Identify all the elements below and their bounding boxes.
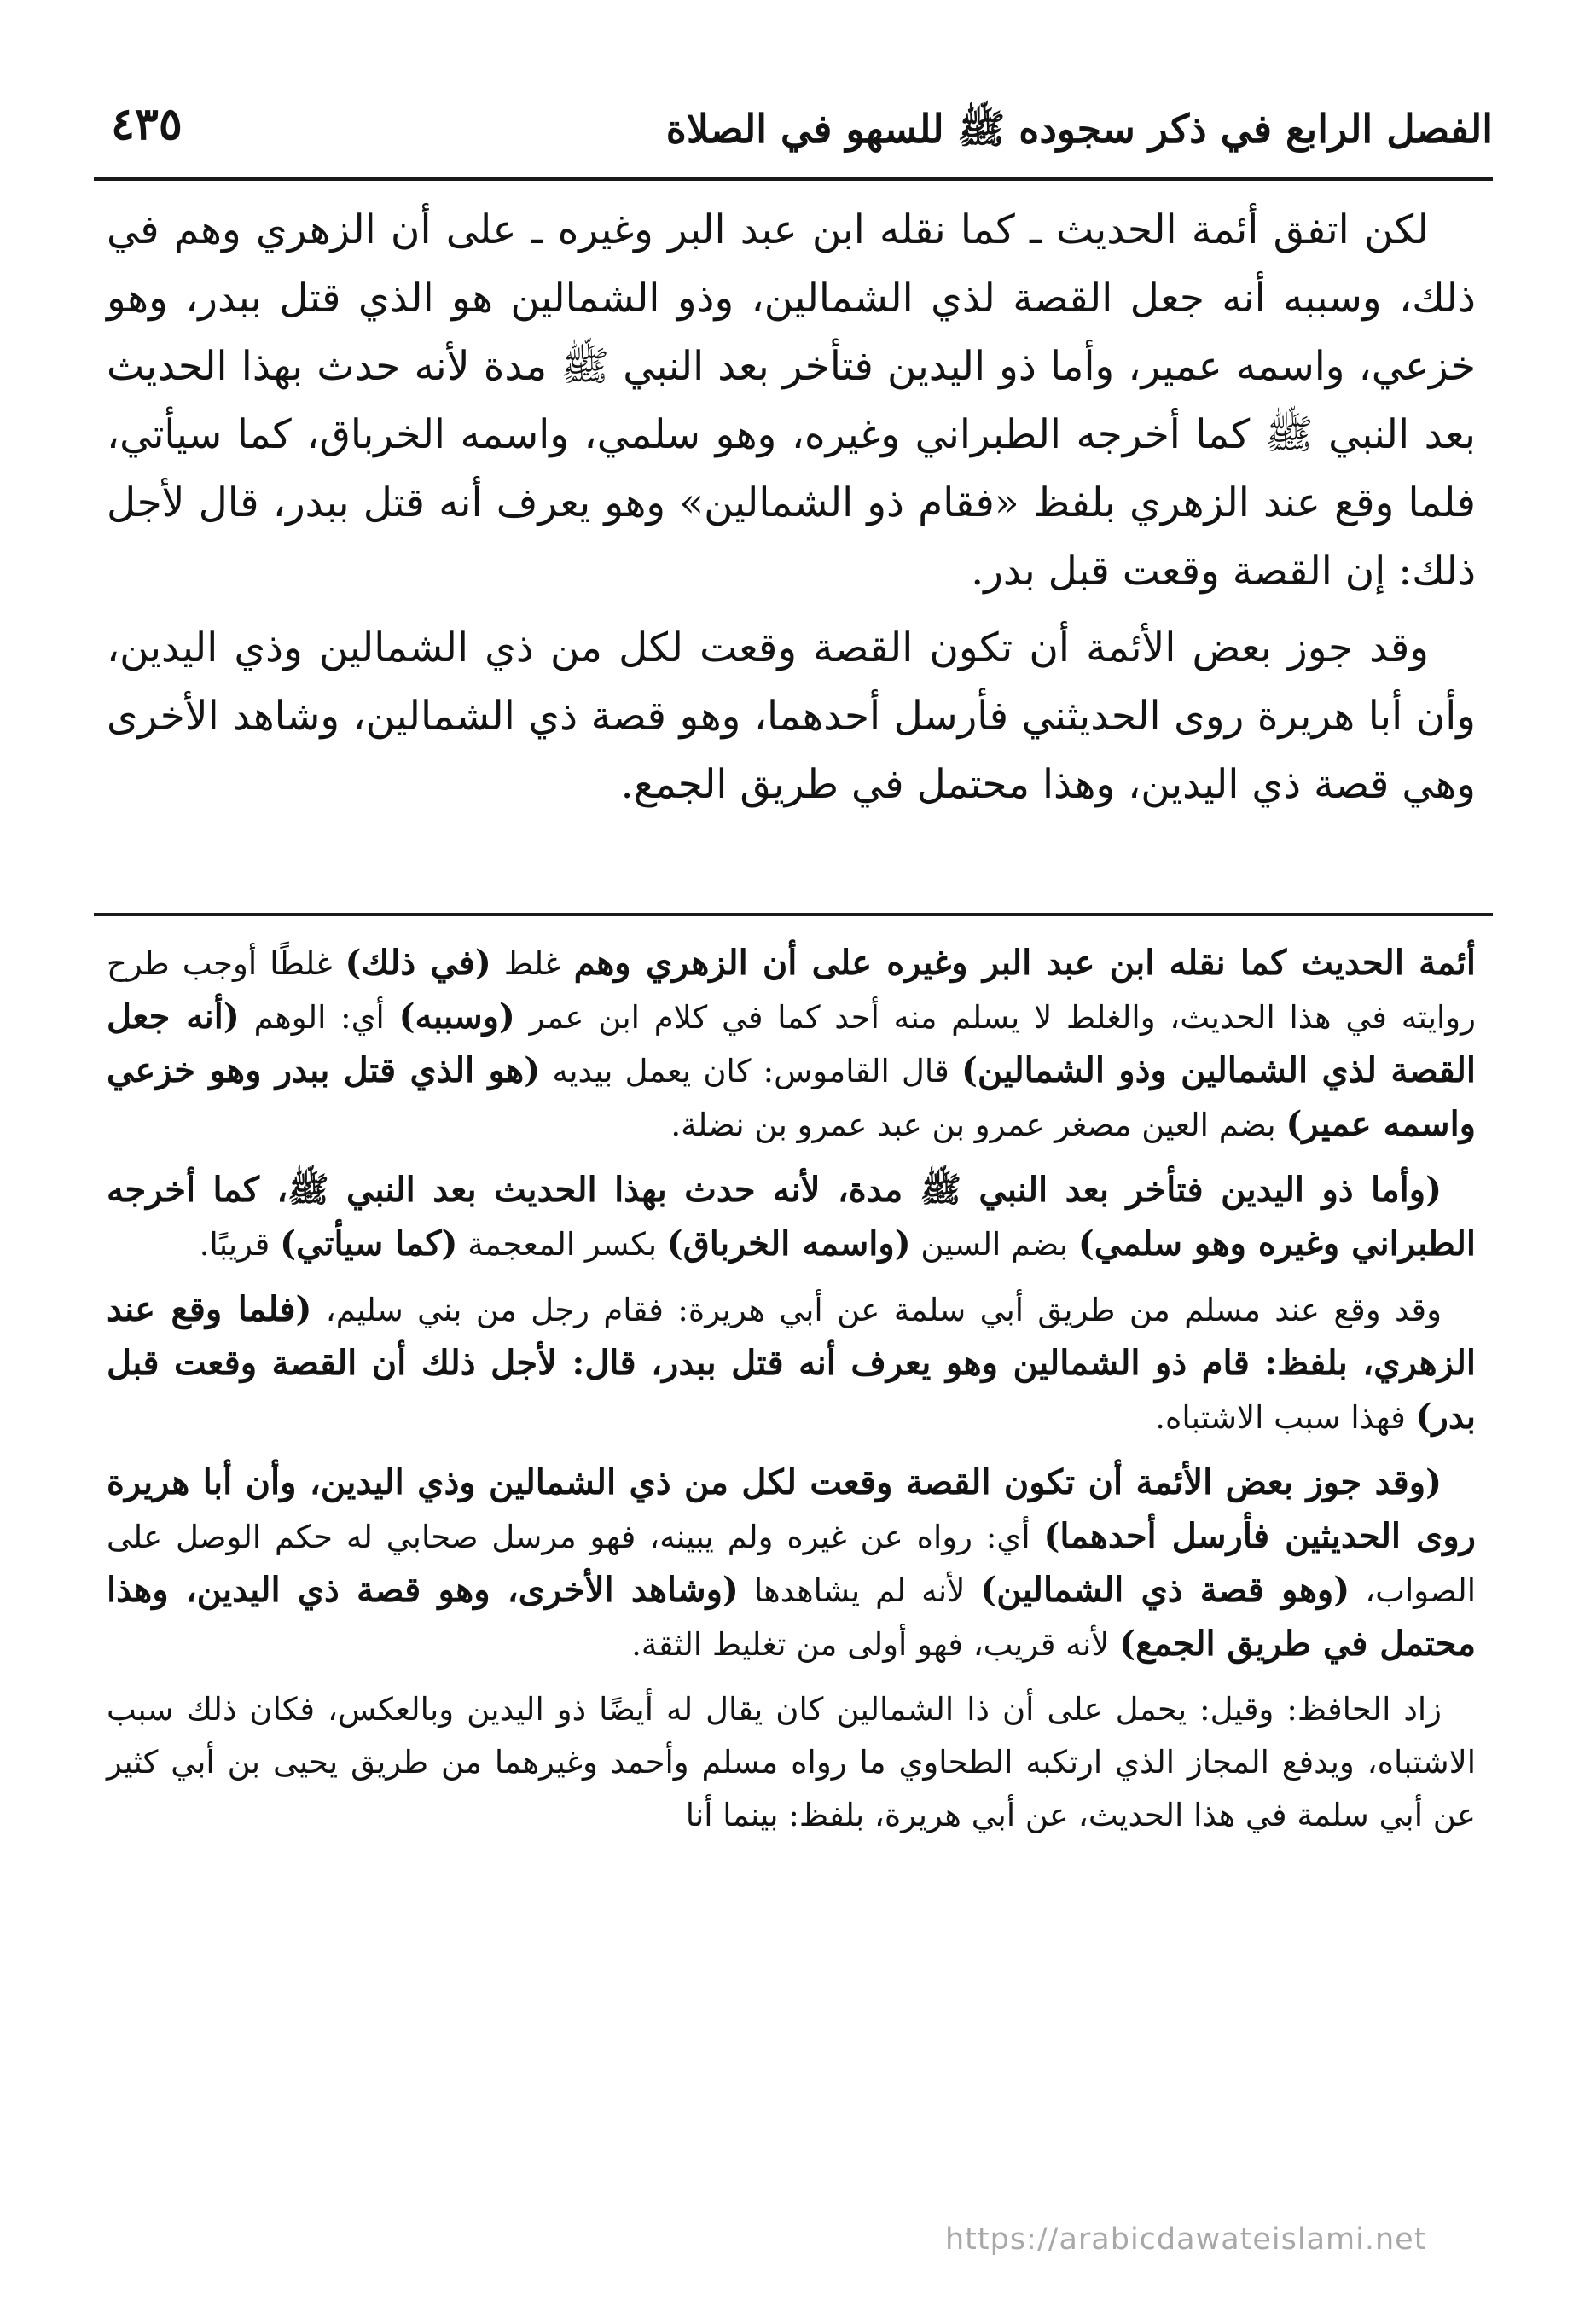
quoted-text: (أنه جعل القصة لذي الشمالين وذو الشمالين) (107, 996, 1476, 1090)
quoted-text: (هو الذي قتل ببدر وهو خزعي واسمه عمير) (107, 1050, 1476, 1144)
commentary-text: أي: رواه عن غيره ولم يبينه، فهو مرسل صحابي له حكم الوصل على الصواب، (107, 1519, 1477, 1609)
quoted-text: (وشاهد الأخرى، وهو قصة ذي اليدين، وهذا محتمل في طريق الجمع) (107, 1570, 1476, 1664)
chapter-title: الفصل الرابع في ذكر سجوده ﷺ للسهو في الصلاة (665, 106, 1493, 152)
quoted-text: (وقد جوز بعض الأئمة أن تكون القصة وقعت لكل من ذي الشمالين وذي اليدين، وأن أبا هريرة روى الحديثين فأرسل أحدهما) (107, 1462, 1476, 1556)
commentary-text: بضم السين (910, 1226, 1078, 1263)
quoted-text: (وهو قصة ذي الشمالين) (980, 1570, 1350, 1610)
commentary-paragraph (107, 937, 1476, 1152)
commentary-text: قريبًا. (199, 1226, 281, 1263)
commentary-text: لأنه لم يشاهدها (738, 1572, 981, 1609)
main-paragraph: لكن اتفق أئمة الحديث ـ كما نقله ابن عبد البر وغيره ـ على أن الزهري وهم في ذلك، وسببه أنه جعل القصة لذي الشمالين، وذو الشمالين هو الذي قتل ببدر، وهو خزعي، واسمه عمير، وأما ذو اليدين فتأخر بعد النبي ﷺ مدة لأنه حدث بهذا الحديث بعد النبي ﷺ كما أخرجه الطبراني وغيره، وهو سلمي، واسمه الخرباق، كما سيأتي، فلما وقع عند الزهري بلفظ «فقام ذو الشمالين» وهو يعرف أنه قتل ببدر، قال لأجل ذلك: إن القصة وقعت قبل بدر. (107, 206, 1476, 595)
header-rule (94, 177, 1493, 181)
footnote-separator (94, 913, 1493, 916)
quoted-text: أئمة الحديث كما نقله ابن عبد البر وغيره على أن الزهري وهم (573, 943, 1477, 983)
quoted-text: (فلما وقع عند الزهري، بلفظ: قام ذو الشمالين وهو يعرف أنه قتل ببدر، قال: لأجل ذلك أن القصة وقعت قبل بدر) (107, 1289, 1476, 1437)
commentary-text: بضم العين مصغر عمرو بن عبد عمرو بن نضلة. (670, 1107, 1286, 1143)
watermark-url: https://arabicdawateislami.net (945, 2222, 1427, 2257)
commentary-text: غلطًا أوجب طرح روايته في هذا الحديث، والغلط لا يسلم منه أحد كما في كلام ابن عمر (107, 945, 1477, 1036)
commentary-text: غلط (490, 945, 574, 982)
page-number: ٤٣٥ (111, 98, 183, 150)
quoted-text: (في ذلك) (345, 943, 491, 983)
commentary-text: فهذا سبب الاشتباه. (1155, 1399, 1416, 1436)
commentary-text: قال القاموس: كان يعمل بيديه (540, 1053, 961, 1089)
commentary-paragraph (107, 1456, 1476, 1671)
quoted-text: (وأما ذو اليدين فتأخر بعد النبي ﷺ مدة، لأنه حدث بهذا الحديث بعد النبي ﷺ، كما أخرجه الطبراني وغيره وهو سلمي) (107, 1170, 1476, 1264)
quoted-text: (كما سيأتي) (280, 1223, 458, 1264)
commentary-paragraph (107, 1164, 1476, 1271)
commentary (107, 937, 1476, 1854)
main-paragraph: وقد جوز بعض الأئمة أن تكون القصة وقعت لكل من ذي الشمالين وذي اليدين، وأن أبا هريرة روى الحديثني فأرسل أحدهما، وهو قصة ذي الشمالين، وشاهد الأخرى وهي قصة ذي اليدين، وهذا محتمل في طريق الجمع. (107, 625, 1476, 808)
commentary-paragraph (107, 1683, 1476, 1842)
quoted-text: (واسمه الخرباق) (666, 1223, 911, 1264)
commentary-text: زاد الحافظ: وقيل: يحمل على أن ذا الشمالين كان يقال له أيضًا ذو اليدين وبالعكس، فكان ذلك سبب الاشتباه، ويدفع المجاز الذي ارتكبه الطحاوي ما رواه مسلم وأحمد وغيرهما من طريق يحيى بن أبي كثير عن أبي سلمة في هذا الحديث، عن أبي هريرة، بلفظ: بينما أنا (107, 1691, 1476, 1833)
commentary-text: بكسر المعجمة (457, 1226, 667, 1263)
main-text (107, 196, 1476, 828)
commentary-text: أي: الوهم (239, 999, 399, 1036)
quoted-text: (وسببه) (398, 996, 515, 1037)
running-header (94, 90, 1493, 175)
commentary-text: وقد وقع عند مسلم من طريق أبي سلمة عن أبي هريرة: فقام رجل من بني سليم، (311, 1292, 1442, 1328)
commentary-paragraph (107, 1283, 1476, 1444)
commentary-text: لأنه قريب، فهو أولى من تغليط الثقة. (631, 1626, 1120, 1663)
